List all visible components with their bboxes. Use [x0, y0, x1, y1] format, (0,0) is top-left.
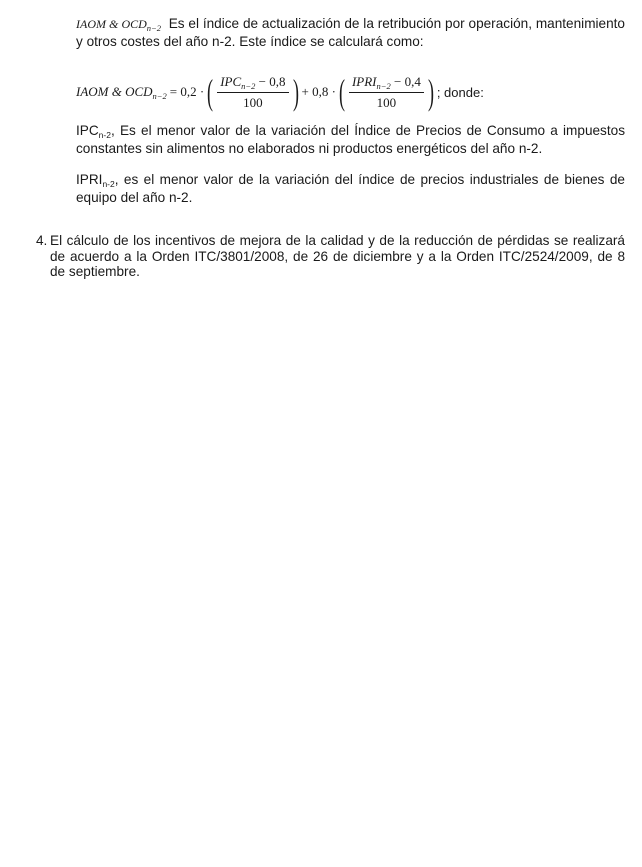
iaom-symbol: IAOM & $OCD_{n-2}$: [76, 17, 162, 33]
ipc-definition-paragraph: [76, 123, 625, 156]
formula-tail: ; donde:: [436, 84, 484, 100]
right-paren: ): [427, 72, 434, 112]
list-item-number: 4.: [36, 233, 48, 248]
iaom-definition-paragraph: [76, 16, 625, 49]
ipc-definition-text: , Es el menor valor de la variación del Índice de Precios de Consumo a impuestos constantes sin alimentos no elaborados ni productos energéticos del año n-2.: [76, 123, 625, 156]
iaom-formula: [76, 72, 484, 112]
ipri-term: $IPRI_{n-2}$: [76, 172, 115, 189]
left-paren: (: [207, 72, 214, 112]
ipc-term: $IPC_{n-2}$: [76, 123, 111, 140]
formula-plus: + 0,8 ·: [301, 84, 336, 99]
formula-equals: = 0,2 ·: [169, 84, 205, 99]
iaom-definition-text: Es el índice de actualización de la retribución por operación, mantenimiento y otros costes del año n-2. Este índice se calculará como:: [76, 16, 625, 49]
ipri-definition-text: , es el menor valor de la variación del índice de precios industriales de bienes de equipo del año n-2.: [76, 172, 625, 205]
fraction-ipc: $\frac{IPC_{n-2} - 0,8}{100}$: [217, 74, 288, 111]
list-item-4: [36, 233, 625, 280]
formula-lhs: IAOM & $OCD_{n-2}$: [76, 84, 167, 101]
left-paren: (: [338, 72, 345, 112]
right-paren: ): [292, 72, 299, 112]
fraction-ipri: $\frac{IPRI_{n-2} - 0,4}{100}$: [349, 74, 424, 111]
ipri-definition-paragraph: [76, 172, 625, 205]
list-item-text: El cálculo de los incentivos de mejora de la calidad y de la reducción de pérdidas se realizará de acuerdo a la Orden ITC/3801/2008, de 26 de diciembre y a la Orden ITC/2524/2009, de 8 de septiembre.: [50, 233, 625, 279]
